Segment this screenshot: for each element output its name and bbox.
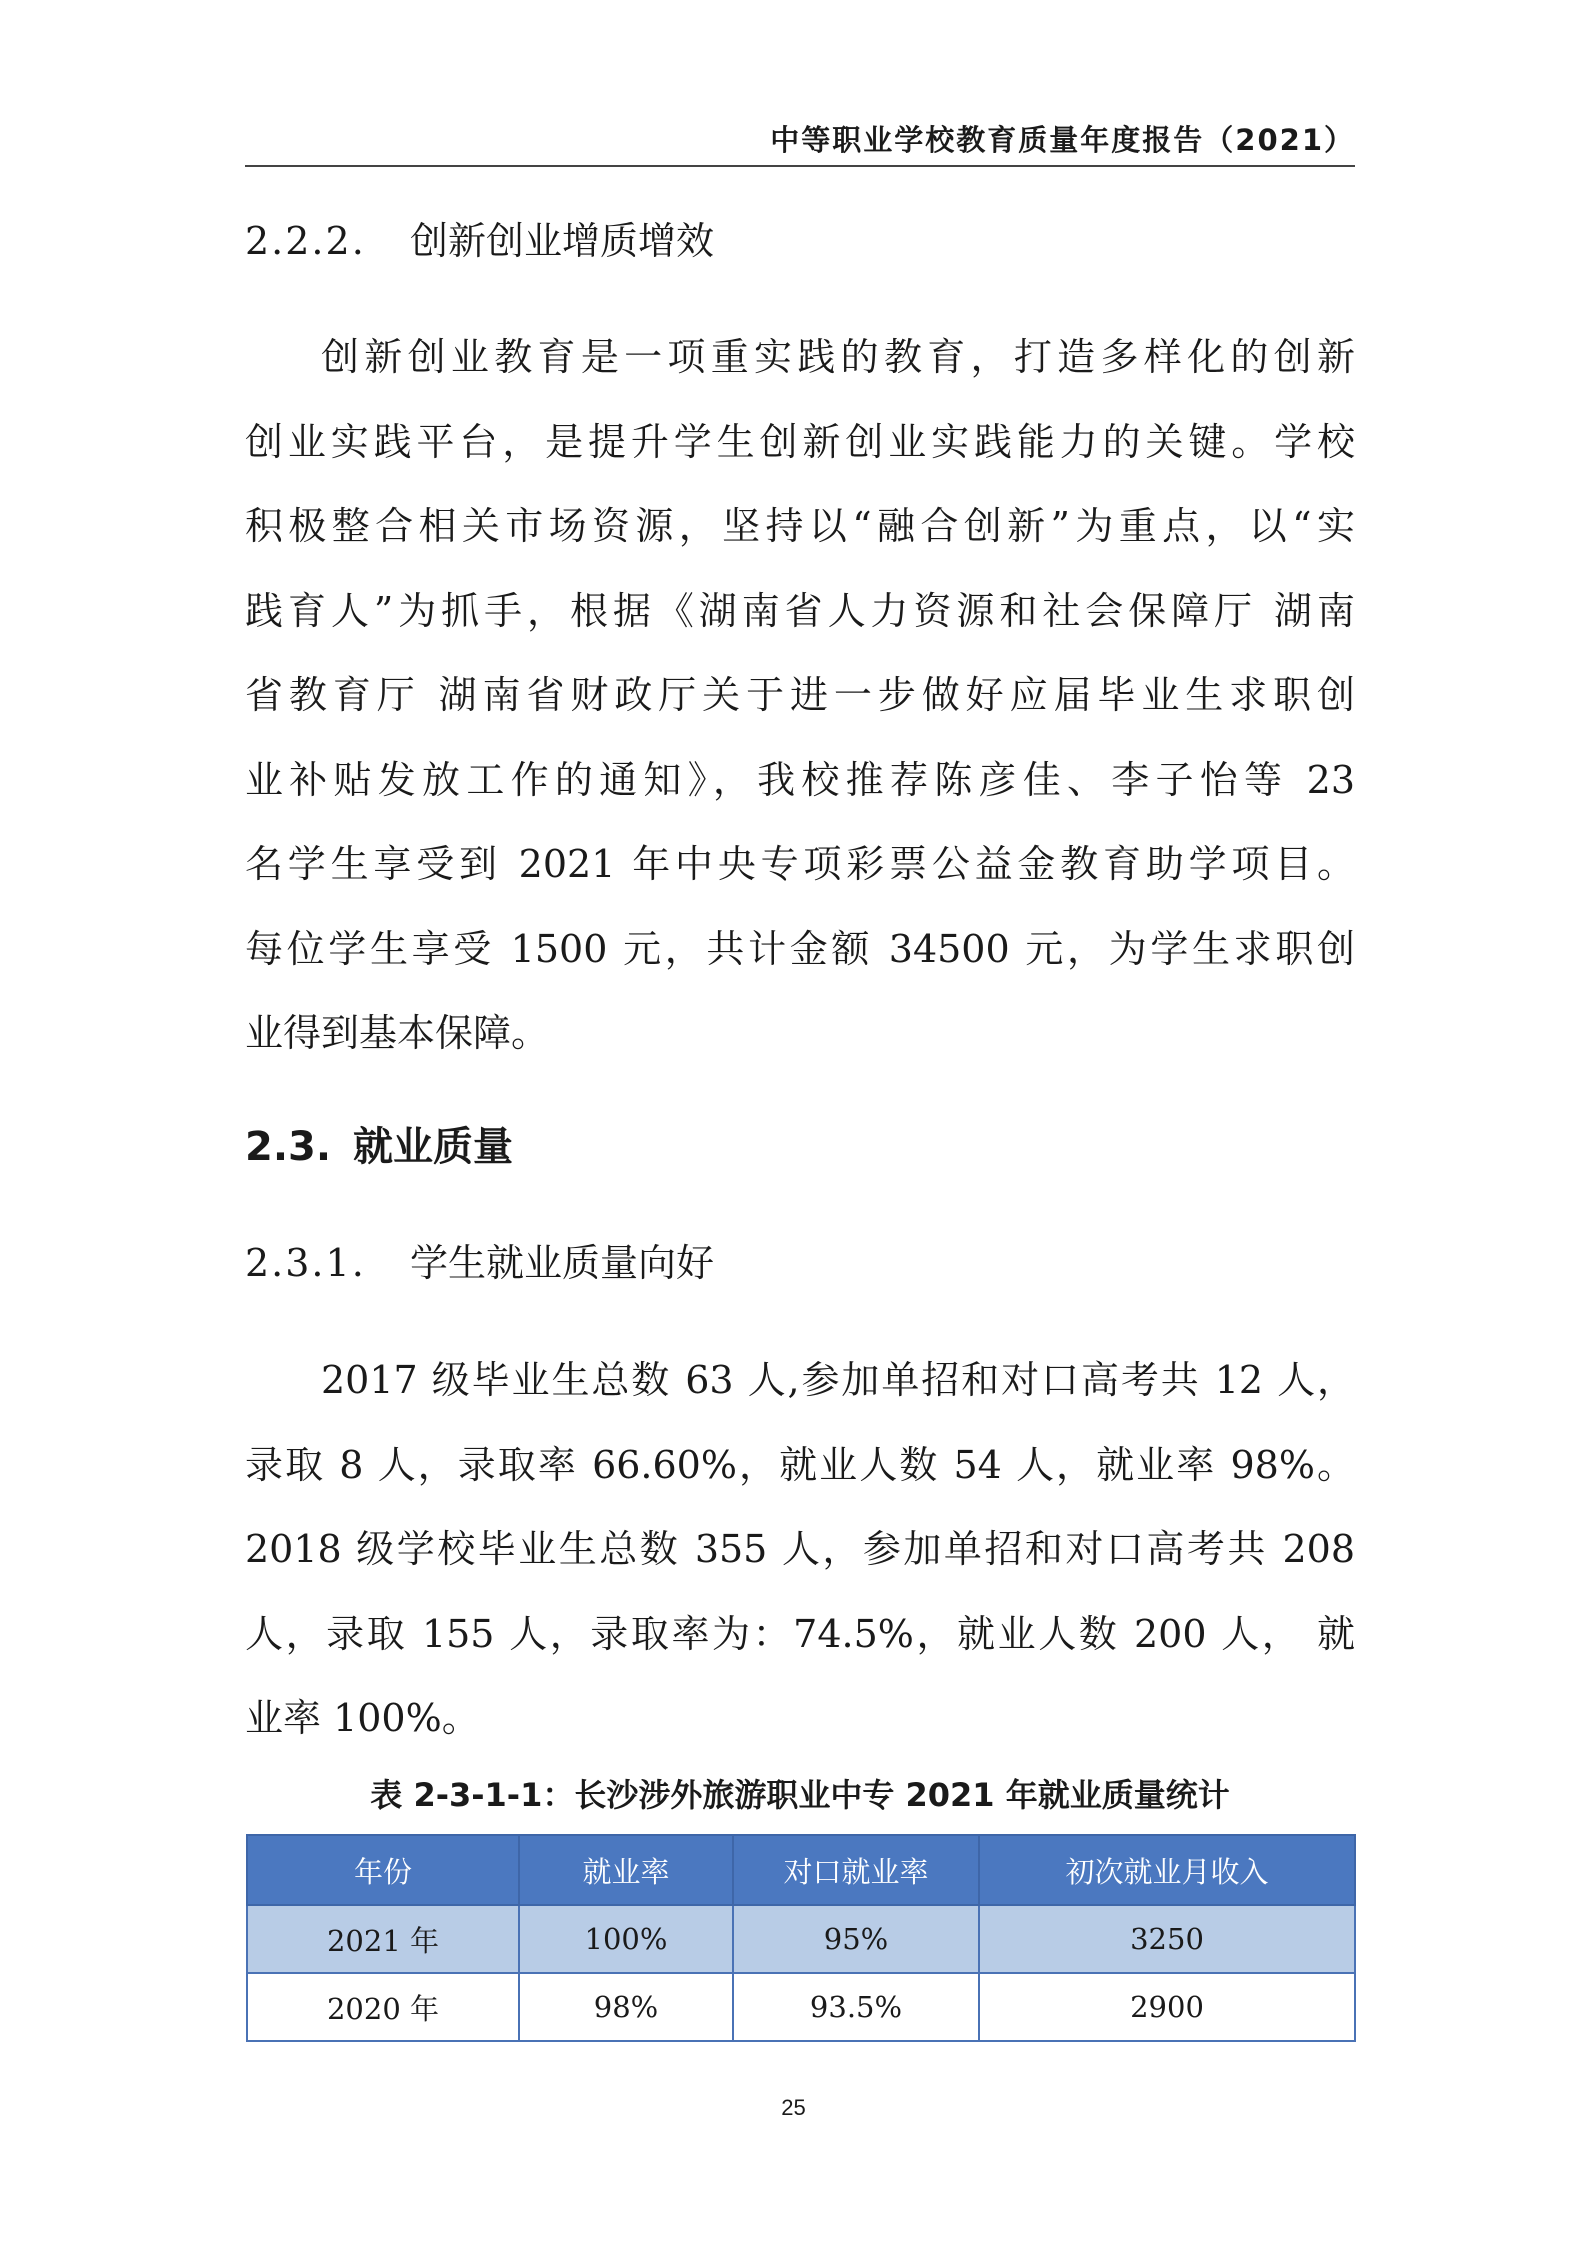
heading-number: 2.3.1. [245,1241,366,1285]
running-header: 中等职业学校教育质量年度报告（2021） [770,123,1355,157]
paragraph-line: 名学生享受到 2021 年中央专项彩票公益金教育助学项目。 [245,842,1355,886]
table-cell: 2900 [979,1973,1355,2041]
table-cell: 3250 [979,1905,1355,1973]
table-cell: 93.5% [733,1973,979,2041]
paragraph-line: 人，录取 155 人，录取率为：74.5%，就业人数 200 人， 就 [245,1611,1355,1656]
table-header-row [247,1835,1355,1905]
heading-2-3 [245,1115,513,1172]
table-cell: 100% [519,1905,733,1973]
column-header-matched-rate: 对口就业率 [733,1835,979,1905]
paragraph-line: 2017 级毕业生总数 63 人,参加单招和对口高考共 12 人， [321,1358,1355,1402]
column-header-year: 年份 [247,1835,519,1905]
paragraph-line: 录取 8 人，录取率 66.60%，就业人数 54 人，就业率 98%。 [245,1442,1355,1487]
heading-2-2-2 [245,210,714,265]
heading-title: 创新创业增质增效 [410,219,715,263]
table-row [247,1973,1355,2041]
paragraph-line: 业率 100%。 [245,1696,480,1740]
table-row [247,1905,1355,1973]
heading-2-3-1 [245,1232,714,1287]
header-rule [245,165,1355,167]
paragraph-line: 业补贴发放工作的通知》，我校推荐陈彦佳、李子怡等 23 [245,757,1355,802]
heading-number: 2.3. [245,1124,332,1170]
table-caption: 表 2-3-1-1：长沙涉外旅游职业中专 2021 年就业质量统计 [370,1776,1230,1814]
paragraph-innovation [245,315,1355,1076]
heading-title: 学生就业质量向好 [410,1241,715,1285]
employment-quality-table [246,1834,1356,2042]
column-header-monthly-income: 初次就业月收入 [979,1835,1355,1905]
table-cell: 2021 年 [247,1905,519,1973]
paragraph-line: 每位学生享受 1500 元，共计金额 34500 元，为学生求职创 [245,926,1355,971]
paragraph-line: 业得到基本保障。 [245,1011,550,1055]
paragraph-line: 创业实践平台，是提升学生创新创业实践能力的关键。学校 [245,419,1355,464]
paragraph-line: 积极整合相关市场资源，坚持以“融合创新”为重点，以“实 [245,504,1355,548]
page-number: 25 [781,2095,806,2120]
paragraph-line: 践育人”为抓手，根据《湖南省人力资源和社会保障厅 湖南 [245,588,1355,633]
heading-number: 2.2.2. [245,219,366,263]
heading-title: 就业质量 [353,1124,513,1170]
table-cell: 98% [519,1973,733,2041]
paragraph-line: 创新创业教育是一项重实践的教育，打造多样化的创新 [321,335,1355,379]
table-cell: 95% [733,1905,979,1973]
paragraph-employment [245,1338,1355,1761]
column-header-employment-rate: 就业率 [519,1835,733,1905]
table-cell: 2020 年 [247,1973,519,2041]
paragraph-line: 2018 级学校毕业生总数 355 人，参加单招和对口高考共 208 [245,1527,1355,1571]
paragraph-line: 省教育厅 湖南省财政厅关于进一步做好应届毕业生求职创 [245,673,1355,717]
